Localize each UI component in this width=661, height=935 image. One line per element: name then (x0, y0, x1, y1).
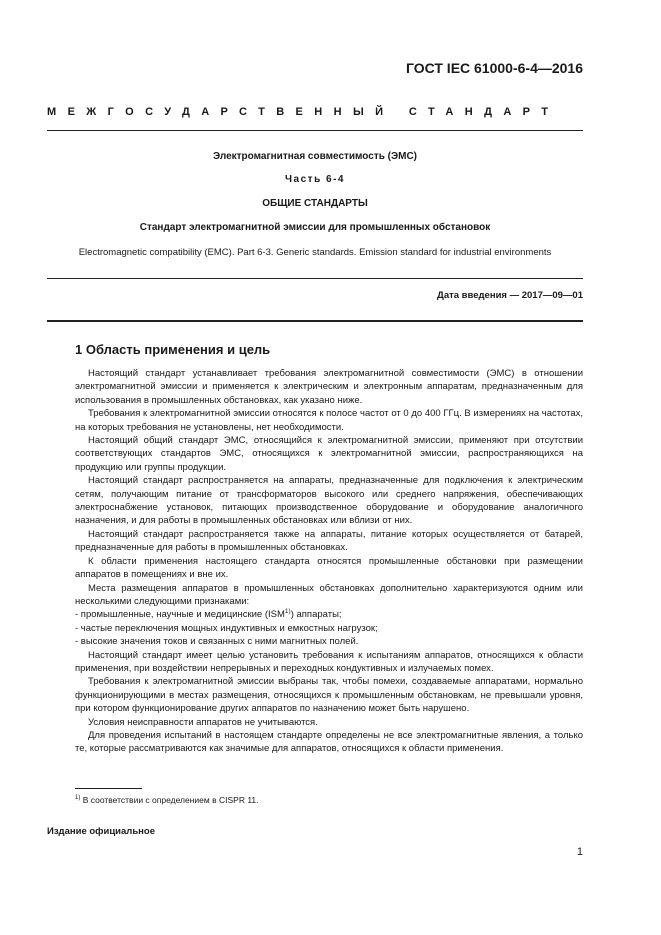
document-id: ГОСТ IEC 61000-6-4—2016 (405, 60, 583, 76)
footnote-reference: 1) (284, 608, 291, 616)
date-rule (47, 320, 583, 322)
paragraph: Настоящий стандарт распространяется также на аппараты, питание которых осуществляется от батарей, предназначенные для работы в промышленных обстановках. (75, 528, 583, 554)
footnote-marker: 1) (75, 795, 81, 802)
page-number: 1 (576, 846, 583, 858)
header-rule (47, 130, 583, 131)
edition-label: Издание официальное (47, 826, 155, 837)
list-item: - частые переключения мощных индуктивных и емкостных нагрузок; (75, 622, 378, 634)
introduction-date: Дата введения — 2017—09—01 (437, 290, 583, 301)
section-title: 1 Область применения и цель (75, 342, 271, 357)
paragraph: Требования к электромагнитной эмиссии выбраны так, чтобы помехи, создаваемые аппаратами, нормально функционирующими в местах размещения, относящихся к промышленным обстановкам, не превышали уровня, при котором функционирование других аппаратов по назначению может быть нарушено. (75, 676, 583, 715)
paragraph: Настоящий стандарт распространяется на аппараты, предназначенные для подключения к электрическим сетям, получающим питание от трансформаторов высокого или среднего напряжения, обеспечивающих электроснабжение установок, питающих производственное оборудование и оборудование аналогичного назначения, и для работы в промышленных обстановках или вблизи от них. (75, 475, 583, 527)
paragraph: Настоящий общий стандарт ЭМС, относящийся к электромагнитной эмиссии, применяют при отсутствии соответствующих стандартов ЭМС, относящихся к электромагнитной эмиссии, распространяющихся на продукцию или группы продукции. (75, 435, 583, 473)
general-standards-label: ОБЩИЕ СТАНДАРТЫ (262, 198, 368, 209)
interstate-standard-heading: МЕЖГОСУДАРСТВЕННЫЙ СТАНДАРТ (47, 106, 560, 118)
footnote-text: В соответствии с определением в CISPR 11. (82, 795, 259, 805)
list-item (75, 608, 583, 621)
section-body (75, 367, 583, 756)
standard-subtitle: Стандарт электромагнитной эмиссии для промышленных обстановок (139, 222, 491, 233)
footnote-rule (75, 788, 142, 789)
title-rule (47, 278, 583, 279)
list-item-text: ) аппараты; (290, 609, 342, 621)
paragraph: Настоящий стандарт имеет целью установить требования к испытаниям аппаратов, относящихся к области применения, при воздействии непрерывных и переходных кондуктивных и излучаемых помех. (75, 649, 583, 674)
paragraph: Настоящий стандарт устанавливает требования электромагнитной совместимости (ЭМС) в отношении электромагнитной эмиссии и применяется к электрическим и электронным аппаратам, предназначенным для использования в промышленных обстановках, как указано ниже. (75, 368, 583, 406)
list-item-text: - промышленные, научные и медицинские (ISM (75, 609, 285, 621)
paragraph: Для проведения испытаний в настоящем стандарте определены не все электромагнитные явления, а только те, которые рассматриваются как значимые для аппаратов, относящихся к области применения. (75, 729, 583, 755)
paragraph: К области применения настоящего стандарта относятся промышленные обстановки при размещении аппаратов в помещениях и вне их. (75, 555, 583, 581)
english-title: Electromagnetic compatibility (EMC). Part 6-3. Generic standards. Emission standard for industrial environments (78, 247, 552, 258)
paragraph: Условия неисправности аппаратов не учитываются. (88, 716, 318, 728)
part-label: Часть 6-4 (285, 174, 345, 185)
paragraph: Требования к электромагнитной эмиссии относятся к полосе частот от 0 до 400 ГГц. В измерениях на частотах, на которых требования не установлены, нет необходимости. (75, 408, 583, 433)
paragraph: Места размещения аппаратов в промышленных обстановках дополнительно характеризуются одним или несколькими следующими признаками: (75, 582, 583, 607)
footnote (75, 795, 259, 805)
title-line: Электромагнитная совместимость (ЭМС) (213, 151, 417, 162)
list-item: - высокие значения токов и связанных с ними магнитных полей. (75, 636, 359, 648)
